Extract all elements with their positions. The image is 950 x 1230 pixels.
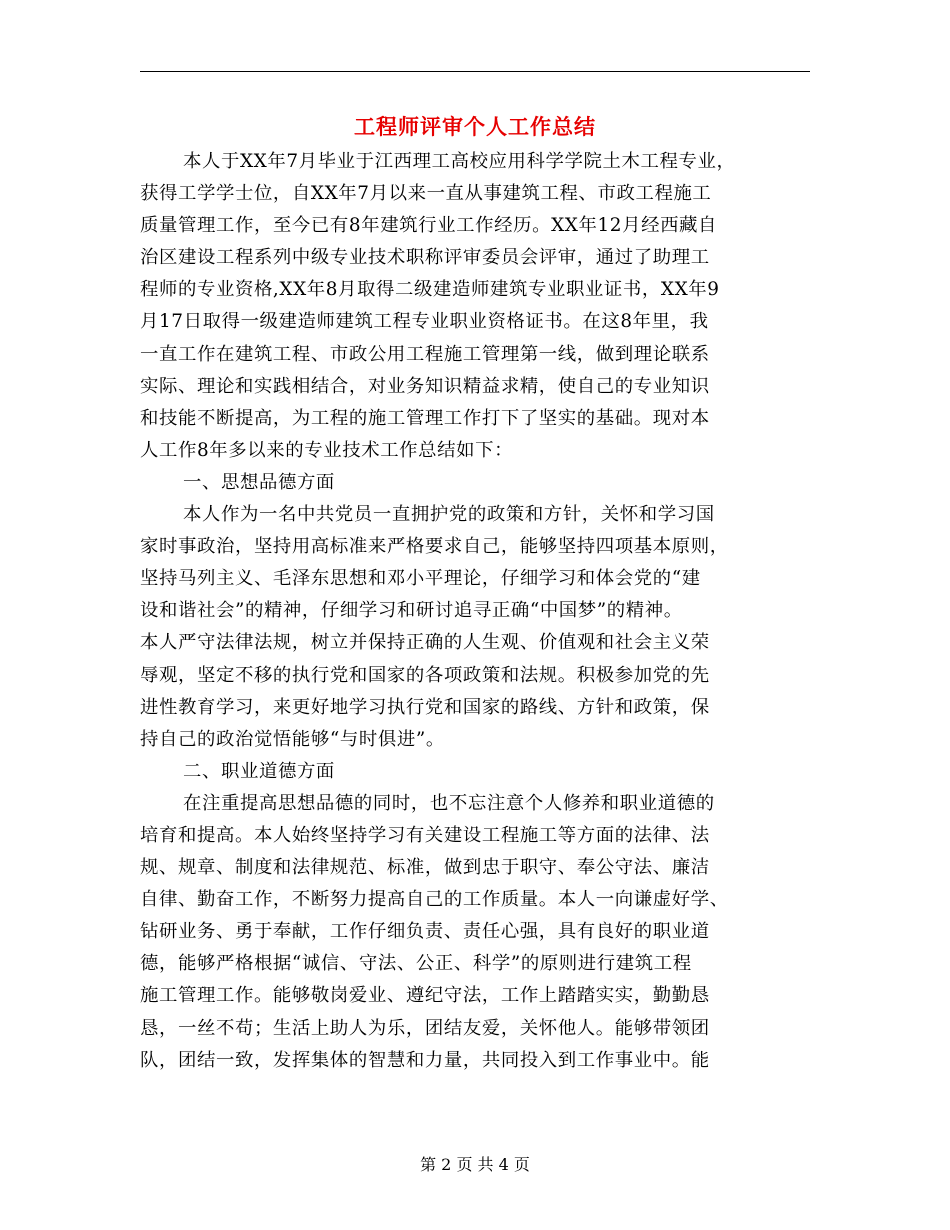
body-line: 家时事政治，坚持用高标准来严格要求自己，能够坚持四项基本原则， [140, 536, 729, 558]
body-line: 持自己的政治觉悟能够“与时俱进”。 [140, 728, 445, 750]
body-line: 一直工作在建筑工程、市政公用工程施工管理第一线，做到理论联系 [140, 343, 710, 365]
document-body [140, 146, 810, 1077]
body-line: 自律、勤奋工作，不断努力提高自己的工作质量。本人一向谦虚好学、 [140, 889, 729, 911]
body-line: 队，团结一致，发挥集体的智慧和力量，共同投入到工作事业中。能 [140, 1049, 710, 1071]
body-line: 钻研业务、勇于奉献，工作仔细负责、责任心强，具有良好的职业道 [140, 921, 710, 943]
body-line: 程师的专业资格,XX年8月取得二级建造师建筑专业职业证书，XX年9 [140, 279, 720, 301]
body-line: 辱观，坚定不移的执行党和国家的各项政策和法规。积极参加党的先 [140, 664, 710, 686]
section-heading: 二、职业道德方面 [183, 760, 335, 782]
page-number: 第 2 页 共 4 页 [420, 1155, 530, 1174]
body-line: 获得工学学士位，自XX年7月以来一直从事建筑工程、市政工程施工 [140, 183, 712, 205]
document-title: 工程师评审个人工作总结 [354, 114, 596, 139]
body-line: 坚持马列主义、毛泽东思想和邓小平理论，仔细学习和体会党的“建 [140, 568, 701, 590]
body-line: 规、规章、制度和法律规范、标准，做到忠于职守、奉公守法、廉洁 [140, 857, 710, 879]
body-line: 本人严守法律法规，树立并保持正确的人生观、价值观和社会主义荣 [140, 632, 710, 654]
body-line: 在注重提高思想品德的同时，也不忘注意个人修养和职业道德的 [183, 792, 715, 814]
body-line: 质量管理工作，至今已有8年建筑行业工作经历。XX年12月经西藏自 [140, 215, 718, 237]
section-heading: 一、思想品德方面 [183, 471, 335, 493]
body-line: 进性教育学习，来更好地学习执行党和国家的路线、方针和政策，保 [140, 696, 710, 718]
body-line: 治区建设工程系列中级专业技术职称评审委员会评审，通过了助理工 [140, 247, 710, 269]
body-line: 设和谐社会”的精神，仔细学习和研讨追寻正确“中国梦”的精神。 [140, 600, 683, 622]
body-line: 月17日取得一级建造师建筑工程专业职业资格证书。在这8年里，我 [140, 311, 709, 333]
body-line: 德，能够严格根据“诚信、守法、公正、科学”的原则进行建筑工程 [140, 953, 692, 975]
body-line: 实际、理论和实践相结合，对业务知识精益求精，使自己的专业知识 [140, 375, 710, 397]
body-line: 培育和提高。本人始终坚持学习有关建设工程施工等方面的法律、法 [140, 824, 710, 846]
body-line: 和技能不断提高，为工程的施工管理工作打下了坚实的基础。现对本 [140, 407, 710, 429]
header-rule [140, 71, 810, 72]
body-line: 本人作为一名中共党员一直拥护党的政策和方针，关怀和学习国 [183, 504, 715, 526]
body-line: 本人于XX年7月毕业于江西理工高校应用科学学院土木工程专业， [183, 151, 736, 172]
body-line: 人工作8年多以来的专业技术工作总结如下： [140, 439, 514, 461]
body-line: 施工管理工作。能够敬岗爱业、遵纪守法，工作上踏踏实实，勤勤恳 [140, 985, 710, 1007]
body-line: 恳，一丝不苟；生活上助人为乐，团结友爱，关怀他人。能够带领团 [140, 1017, 710, 1039]
